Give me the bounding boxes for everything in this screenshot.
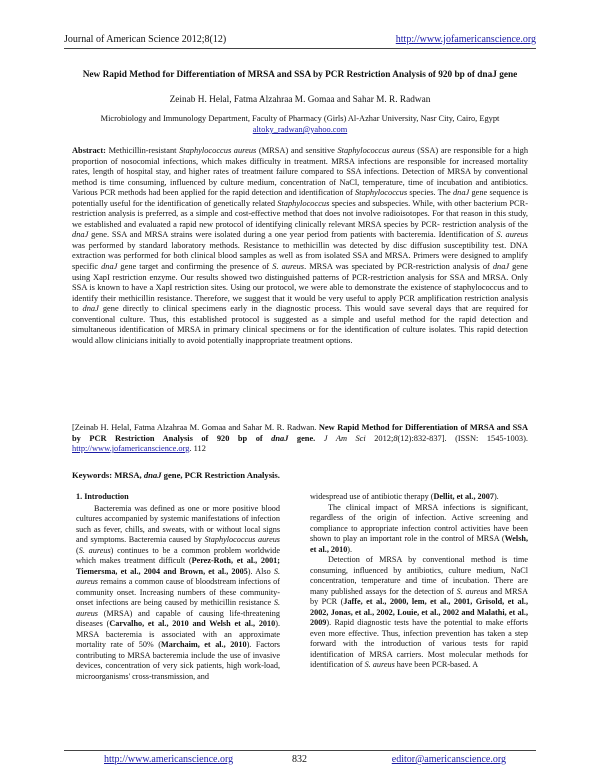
abstract-text: gene directly to clinical specimens early in the diagnostic process. This would save several days that are required for conventional culture. Thus, this established protocol is suggested as a simple and useful method for the rapid detection and simultaneous identification of MRSA in primary clinical specimens or for the identification of culture isolates. This rapid detection would allow clinicians initially to avoid potentially inappropriate treatment options.	[72, 304, 529, 345]
reference: Dellit, et al., 2007	[433, 492, 494, 501]
abstract-text: gene using XapI restriction enzyme. Our results showed two distinguished patterns of PCR-restriction analysis for SSA and MRSA. Only SSA is known to have a XapI restriction sites. Using our protocol, we were able to demonstrate the existence of staphylococcus and to identify their methicillin resistance. Therefore, we suggest that it would be very useful to apply PCR amplification restriction analysis to	[72, 262, 528, 314]
body-text: remains a common cause of bloodstream infections of community onset. Increasing numbers of these community-onset infections are being caused by methicillin resistance	[76, 577, 280, 607]
abstract-italic: dnaJ	[452, 188, 470, 198]
left-column	[76, 492, 280, 682]
intro-paragraph	[76, 504, 280, 683]
body-text: The clinical impact of MRSA infections is significant, regardless of the origin of infection. Active screening and compliance to appropriate infection control activities have been shown to play an important role in the control of MRSA (	[310, 502, 528, 543]
abstract-text: species. The	[407, 188, 453, 198]
citation-text: 2012;	[365, 433, 394, 443]
keywords-text: Keywords: MRSA,	[72, 470, 144, 480]
body-text: and MRSA by PCR (	[310, 586, 529, 606]
title-text: New Rapid Method for Differentiation of MRSA and SSA by PCR Restriction Analysis of 920 bp of dnaJ gene	[82, 70, 518, 80]
reference: Perez-Roth, et al., 2001; Tiemersma, et al., 2004 and Brown, et al., 2005	[76, 556, 281, 576]
abstract-italic: dnaJ	[101, 262, 118, 272]
citation-text: (12):832-837]. (ISSN: 1545-1003).	[397, 433, 529, 443]
body-text: ). Also	[247, 566, 274, 576]
email-link[interactable]: altoky_radwan@yahoo.com	[252, 125, 348, 134]
abstract-label: Abstract:	[72, 146, 106, 155]
intro-paragraph	[310, 555, 528, 671]
abstract-italic: Staphylococcus	[354, 188, 408, 198]
body-text: (MRSA) and capable of causing life-threatening diseases (	[76, 608, 280, 628]
body-text: widespread use of antibiotic therapy (	[310, 492, 434, 501]
body-text: ). Rapid diagnostic tests have the potential to make efforts even more effective. Thus, infection prevention has taken a step forward with the introduction of various tests for rapid identification of MRSA carriers. Most molecular methods for identification of	[310, 618, 528, 669]
citation-url-link[interactable]: http://www.jofamericanscience.org	[72, 444, 190, 454]
body-text: have been PCR-based. A	[394, 660, 479, 669]
affiliation-text: Microbiology and Immunology Department, Faculty of Pharmacy (Girls) Al-Azhar University, Nasr City, Cairo, Egypt	[100, 114, 500, 123]
citation-text: [Zeinab H. Helal, Fatma Alzahraa M. Gomaa and Sahar M. R. Radwan.	[72, 423, 319, 432]
abstract-italic: S. aureus	[272, 262, 305, 272]
reference: Carvalho, et al., 2010 and Welsh et al., 2010	[109, 619, 276, 628]
header-rule	[64, 48, 536, 49]
body-italic: Staphylococcus aureus	[204, 535, 280, 544]
authors: Zeinab H. Helal, Fatma Alzahraa M. Gomaa and Sahar M. R. Radwan	[169, 95, 431, 105]
citation-title: New Rapid Method for Differentiation of MRSA and SSA by PCR Restriction Analysis of 920 bp of	[72, 423, 529, 443]
keywords-italic: dnaJ	[143, 470, 162, 480]
abstract-italic: Staphylococcus aureus	[179, 146, 257, 155]
body-text: ). MRSA bacteremia is associated with an approximate mortality rate of 50% (	[76, 619, 280, 649]
footer-url-link[interactable]: http://www.americanscience.org	[104, 754, 234, 765]
footer-email-link[interactable]: editor@americanscience.org	[391, 754, 506, 765]
body-italic: S. aureus	[456, 586, 488, 596]
citation-title: gene.	[288, 433, 316, 443]
journal-name: Journal of American Science 2012;8(12)	[64, 34, 227, 45]
body-text: ).	[347, 544, 353, 554]
body-text: ) continues to be a common problem worldwide which makes treatment difficult (	[76, 545, 280, 565]
abstract-italic: dnaJ	[492, 262, 510, 272]
right-column	[310, 492, 528, 671]
keywords	[72, 470, 528, 480]
body-text: Bacteremia was defined as one or more positive blood cultures accompanied by systemic manifestations of infection such as fever, chills, and sweats, with or without local signs and symptoms. Bacteremia caused by	[76, 503, 280, 544]
body-italic: S. aureus	[364, 660, 395, 669]
abstract-italic: Staphylococcus	[277, 198, 330, 208]
abstract-text: gene sequence is potentially useful for the identification of genetically related	[72, 188, 528, 208]
abstract-text: gene. SSA and MRSA strains were isolated during a one year period from patients with bacteremia. Identification of	[88, 230, 497, 240]
reference: Marchaim, et al., 2010	[161, 640, 247, 649]
intro-paragraph-cont	[310, 492, 528, 503]
abstract-text: Methicillin-resistant	[105, 146, 180, 155]
keywords-text: gene, PCR Restriction Analysis.	[161, 470, 280, 480]
abstract-italic: Staphylococcus aureus	[337, 146, 415, 155]
abstract-italic: S. aureus	[496, 230, 528, 240]
reference: Jaffe, et al., 2000, lem, et al., 2001, Grisold, et al., 2002, Jonas, et al., 2002, Louie, et al., 2002 and Malathi, et al., 2009	[310, 597, 529, 627]
abstract-italic: dnaJ	[82, 304, 99, 314]
abstract-text: gene target and confirming the presence of	[117, 262, 273, 272]
body-text: ). Factors contributing to MRSA bacteremia include the use of invasive devices, concentration of very sick patients, high work-load, microorganisms' cross-transmission, and	[76, 640, 280, 681]
footer-rule	[64, 750, 536, 751]
abstract	[72, 146, 528, 346]
paper-title	[64, 70, 536, 80]
journal-url-link[interactable]: http://www.jofamericanscience.org	[395, 34, 536, 45]
body-italic: S. aureus	[78, 545, 111, 555]
abstract-text: species and subspecies. While, with other bacterium PCR-restriction analysis is preferred, as a simple and cost-effective method that does not involve radioisotopes. For that reason in this study, we established and evaluated a rapid new protocol of identifying clinically relevant MRSA species by PCR- restriction analysis of the	[72, 198, 528, 229]
abstract-text: (MRSA) and sensitive	[256, 146, 338, 155]
reference: Welsh, et al., 2010	[310, 534, 528, 554]
abstract-italic: dnaJ	[72, 230, 89, 240]
abstract-text: . MRSA was speciated by PCR-restriction analysis of	[304, 262, 493, 272]
section-heading: 1. Introduction	[76, 492, 129, 501]
abstract-text: (SSA) are responsible for a high proportion of nosocomial infections, which makes difficulty in treatment. MRSA infections are responsible for increased mortality rates, length of hospital stay, and higher rates of treatment failure compared to SSA infections. Detection of MRSA by conventional method is time consuming, influenced by culture medium, concentration of NaCl, temperature, time of incubation and antibiotics. Various PCR methods had been applied for the rapid detection and identification of	[72, 146, 529, 198]
abstract-text: was performed by standard laboratory methods. Resistance to methicillin was detected by disc diffusion susceptibility test. DNA extraction was performed for both clinical blood samples as well as from isolated SSA and MRSA. Primers were designed to amplify specific	[72, 240, 528, 272]
body-italic: S. aureus	[76, 566, 281, 586]
page-number: 832	[292, 754, 307, 765]
citation-title-italic: dnaJ	[271, 433, 289, 443]
body-text: Detection of MRSA by conventional method is time consuming, influenced by antibiotics, culture medium, NaCl concentration, temperature and time of incubation. There are many published assays for the detection of	[310, 555, 528, 596]
body-text: (	[76, 545, 79, 555]
citation-text: . 112	[189, 444, 206, 454]
citation-journal: J Am Sci	[315, 433, 366, 443]
affiliation	[64, 113, 536, 135]
body-text: ).	[493, 492, 499, 501]
citation	[72, 423, 528, 455]
body-italic: S. aureus	[76, 598, 280, 618]
citation-volume: 8	[393, 433, 398, 443]
intro-paragraph	[310, 503, 528, 556]
